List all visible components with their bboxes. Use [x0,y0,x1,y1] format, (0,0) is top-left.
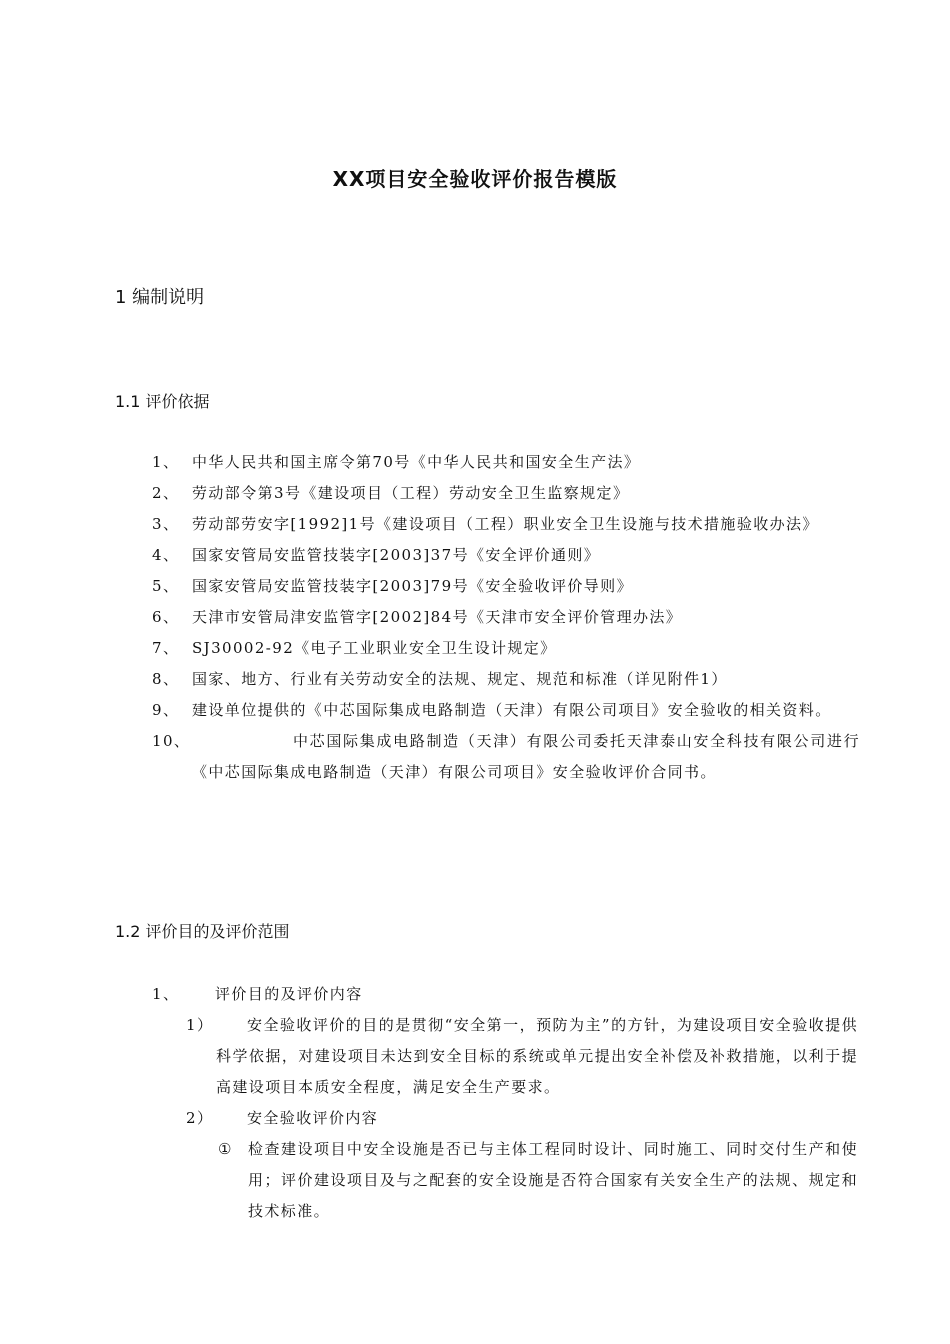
list-item [0,540,950,571]
item-text: 中芯国际集成电路制造（天津）有限公司委托天津泰山安全科技有限公司进行《中芯国际集成电路制造（天津）有限公司项目》安全验收评价合同书。 [192,732,860,781]
item-text: 中华人民共和国主席令第70号《中华人民共和国安全生产法》 [192,453,641,471]
list-item [0,571,950,602]
basis-list [0,447,950,788]
item-number: 2、 [152,484,180,502]
item-number: 7、 [152,639,180,657]
item-text: 天津市安管局津安监管字[2002]84号《天津市安全评价管理办法》 [192,608,683,626]
item-number: 1） [186,1016,214,1034]
item-number: 2） [186,1109,214,1127]
item-text: 劳动部令第3号《建设项目（工程）劳动安全卫生监察规定》 [192,484,630,502]
list-item [0,447,950,478]
item-number: 8、 [152,670,180,688]
item-number: 5、 [152,577,180,595]
item-number: 4、 [152,546,180,564]
purpose-list [0,979,950,1227]
item-number: ① [218,1140,233,1158]
list-item [0,633,950,664]
item-text: 国家安管局安监管技装字[2003]79号《安全验收评价导则》 [192,577,633,595]
section-heading-1-2: 1.2 评价目的及评价范围 [115,922,290,941]
list-item [0,478,950,509]
list-item [0,1010,950,1103]
section-heading-1-1: 1.1 评价依据 [115,392,210,411]
item-text: 安全验收评价内容 [247,1109,379,1127]
item-text: 安全验收评价的目的是贯彻“安全第一，预防为主”的方针，为建设项目安全验收提供科学依据，对建设项目未达到安全目标的系统或单元提出安全补偿及补救措施，以利于提高建设项目本质安全程度，满足安全生产要求。 [216,1016,858,1096]
item-number: 6、 [152,608,180,626]
item-number: 3、 [152,515,180,533]
page-title: XX项目安全验收评价报告模版 [332,167,618,191]
item-number: 1、 [152,985,180,1003]
item-number: 1、 [152,453,180,471]
list-item [0,695,950,726]
list-item [0,664,950,695]
list-item [0,1103,950,1134]
item-text: 国家、地方、行业有关劳动安全的法规、规定、规范和标准（详见附件1） [192,670,728,688]
item-text: 劳动部劳安字[1992]1号《建设项目（工程）职业安全卫生设施与技术措施验收办法》 [192,515,819,533]
list-item [0,602,950,633]
list-item [0,1134,950,1227]
list-item [0,509,950,540]
item-number: 9、 [152,701,180,719]
item-number: 10、 [152,732,191,750]
item-text: 评价目的及评价内容 [215,985,363,1003]
list-item [0,979,950,1010]
list-item [0,726,950,788]
item-text: SJ30002-92《电子工业职业安全卫生设计规定》 [192,639,557,657]
item-text: 建设单位提供的《中芯国际集成电路制造（天津）有限公司项目》安全验收的相关资料。 [192,701,832,719]
item-text: 国家安管局安监管技装字[2003]37号《安全评价通则》 [192,546,601,564]
item-text: 检查建设项目中安全设施是否已与主体工程同时设计、同时施工、同时交付生产和使用；评价建设项目及与之配套的安全设施是否符合国家有关安全生产的法规、规定和技术标准。 [248,1140,858,1220]
section-heading-1: 1 编制说明 [115,287,205,308]
